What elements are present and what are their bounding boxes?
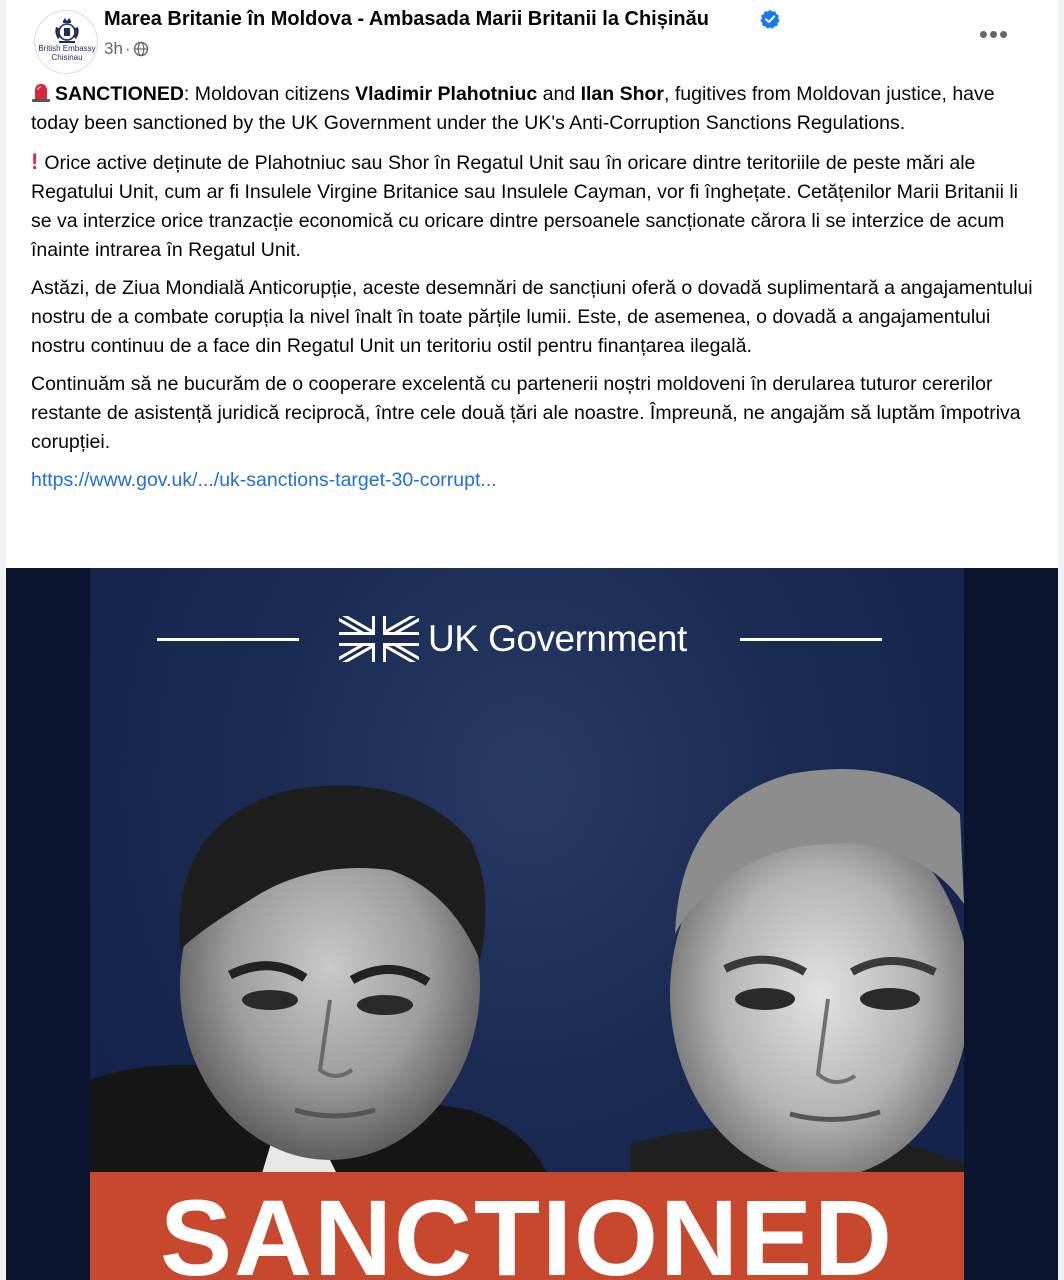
p1-text-3: , fugitives from Moldovan justice, have today been sanctioned by the UK Government under the UK's Anti-Corruption Sanctions Regulations.: [31, 83, 995, 134]
p1-text-2: and: [537, 83, 581, 105]
paragraph-4: Continuăm să ne bucurăm de o cooperare excelentă cu partenerii noștri moldoveni în derularea tuturor cererilor restante de asistență juridică reciprocă, între cele două țări ale noastre. Împreună, ne angajăm să luptăm împotriva corupției.: [31, 373, 1021, 453]
portrait-right: [590, 744, 964, 1180]
paragraph-2: [31, 147, 1041, 265]
globe-icon[interactable]: [133, 41, 149, 57]
exclamation-icon: !: [31, 149, 39, 174]
avatar-caption: British Embassy Chisinau: [38, 44, 96, 62]
page-avatar[interactable]: [34, 10, 98, 74]
sanctioned-banner-text: SANCTIONED: [159, 1177, 895, 1280]
paragraph-1: [31, 80, 1041, 138]
post-card: [6, 0, 1058, 1280]
sanction-poster: [90, 568, 964, 1280]
royal-crest-icon: [52, 17, 82, 45]
post-timestamp[interactable]: 3h: [104, 39, 123, 58]
verified-badge-icon: [760, 9, 780, 29]
post-message: [31, 80, 1041, 504]
portrait-left: [90, 750, 590, 1180]
post-image[interactable]: [6, 568, 1058, 1280]
uk-government-heading: UK Government: [428, 618, 687, 659]
name-plahotniuc: Vladimir Plahotniuc: [355, 83, 538, 105]
name-shor: Ilan Shor: [580, 83, 665, 105]
union-flag-icon: [339, 616, 419, 662]
p1-text-1: : Moldovan citizens: [183, 83, 356, 105]
p2-text: Orice active deținute de Plahotniuc sau Shor în Regatul Unit sau în oricare dintre teritoriile de peste mări ale Regatului Unit, cum ar fi Insulele Virgine Britanice sau Insulele Cayman, vor fi înghețate. Cetățenilor Marii Britanii li se va interzice orice tranzacție economică cu oricare dintre persoanele sancționate cărora li se interzice de acum înainte intrarea în Regatul Unit.: [31, 152, 1019, 261]
meta-separator: ·: [124, 39, 131, 58]
header-rule-left: [157, 638, 299, 641]
post-meta: [104, 39, 149, 59]
header-rule-right: [740, 638, 882, 641]
paragraph-link: [31, 466, 1041, 495]
more-options-icon[interactable]: •••: [978, 19, 1010, 49]
paragraph-3: Astăzi, de Ziua Mondială Anticorupție, aceste desemnări de sancțiuni oferă o dovadă suplimentară a angajamentului nostru de a combate corupția la nivel înalt în toate părțile lumii. Este, de asemenea, o dovadă a angajamentului nostru continuu de a face din Regatul Unit un teritoriu ostil pentru finanțarea ilegală.: [31, 277, 1033, 357]
siren-icon: [31, 81, 51, 103]
sanctioned-lead: SANCTIONED: [55, 83, 184, 105]
sanctioned-banner: [90, 1172, 964, 1280]
gov-uk-link[interactable]: https://www.gov.uk/.../uk-sanctions-target-30-corrupt...: [31, 469, 497, 491]
page-name-link[interactable]: Marea Britanie în Moldova - Ambasada Marii Britanii la Chișinău: [104, 8, 709, 30]
